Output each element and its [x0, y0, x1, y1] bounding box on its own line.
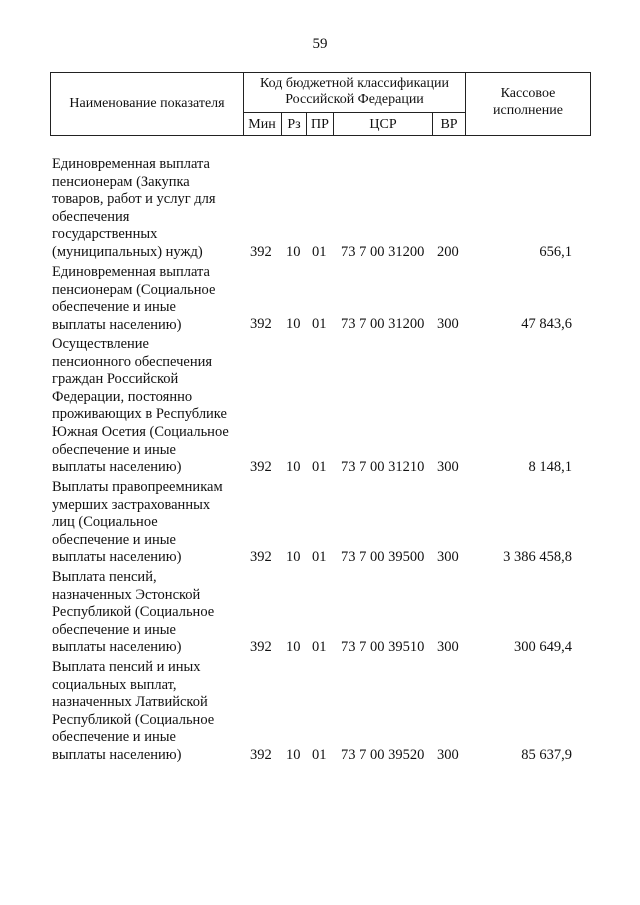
header-border-top: [50, 72, 591, 73]
row-name-line: назначенных Латвийской: [52, 694, 208, 711]
table-row: [0, 156, 640, 262]
row-name-line: (муниципальных) нужд): [52, 243, 203, 260]
row-name-line: Выплата пенсий и иных: [52, 659, 201, 675]
row-name: [52, 479, 242, 567]
page-number: 59: [312, 36, 328, 52]
cell-csr: 73 7 00 39520: [341, 747, 425, 764]
row-name-line: выплаты населению): [52, 746, 182, 763]
row-name-line: Единовременная выплата: [52, 156, 210, 172]
row-name-line: пенсионерам (Социальное: [52, 281, 216, 298]
row-name-line: выплаты населению): [52, 459, 182, 476]
row-name-line: Выплаты правопреемникам: [52, 479, 223, 495]
header-amount-line1: Кассовое: [500, 86, 556, 101]
header-border-right: [590, 72, 591, 136]
table-row: [0, 264, 640, 334]
cell-pr: 01: [312, 747, 327, 764]
row-name-line: Единовременная выплата: [52, 264, 210, 280]
cell-rz: 10: [286, 549, 301, 566]
row-name: [52, 659, 242, 765]
cell-min: 392: [250, 316, 272, 333]
cell-vr: 300: [437, 549, 459, 566]
cell-csr: 73 7 00 31200: [341, 244, 425, 261]
header-sub-rz: Рз: [287, 117, 301, 132]
header-sub-min: Мин: [248, 117, 276, 132]
cell-min: 392: [250, 244, 272, 261]
row-name-line: выплаты населению): [52, 549, 182, 566]
row-name-line: обеспечение и иные: [52, 729, 176, 746]
row-name-line: граждан Российской: [52, 371, 179, 388]
cell-csr: 73 7 00 31210: [341, 459, 425, 476]
cell-rz: 10: [286, 639, 301, 656]
header-sub-pr: ПР: [311, 117, 329, 132]
table-row: [0, 479, 640, 567]
table-header: [50, 72, 591, 136]
cell-vr: 300: [437, 747, 459, 764]
cell-min: 392: [250, 747, 272, 764]
cell-pr: 01: [312, 316, 327, 333]
header-border-left: [50, 72, 51, 136]
row-name-line: товаров, работ и услуг для: [52, 191, 216, 208]
table-row: [0, 336, 640, 477]
header-amount-line2: исполнение: [493, 103, 563, 118]
header-border-bottom: [50, 135, 591, 136]
cell-amount: 85 637,9: [521, 747, 572, 764]
row-name-line: социальных выплат,: [52, 676, 177, 693]
row-name-line: Выплата пенсий,: [52, 569, 157, 585]
row-name: [52, 336, 242, 477]
row-name-line: проживающих в Республике: [52, 406, 227, 423]
cell-pr: 01: [312, 244, 327, 261]
cell-amount: 47 843,6: [521, 316, 572, 333]
cell-amount: 300 649,4: [514, 639, 572, 656]
row-name-line: назначенных Эстонской: [52, 586, 201, 603]
cell-pr: 01: [312, 459, 327, 476]
cell-vr: 200: [437, 244, 459, 261]
header-code-group-line2: Российской Федерации: [285, 92, 424, 107]
row-name-line: Федерации, постоянно: [52, 388, 193, 405]
cell-rz: 10: [286, 459, 301, 476]
row-name-line: выплаты населению): [52, 639, 182, 656]
cell-pr: 01: [312, 639, 327, 656]
row-name-line: государственных: [52, 226, 158, 243]
row-name-line: умерших застрахованных: [52, 496, 211, 513]
header-code-group-line1: Код бюджетной классификации: [260, 76, 449, 91]
cell-csr: 73 7 00 39500: [341, 549, 425, 566]
cell-pr: 01: [312, 549, 327, 566]
row-name-line: обеспечение и иные: [52, 621, 176, 638]
cell-amount: 3 386 458,8: [503, 549, 572, 566]
row-name-line: обеспечение и иные: [52, 531, 176, 548]
row-name-line: Республикой (Социальное: [52, 604, 215, 621]
row-name-line: Осуществление: [52, 336, 149, 352]
cell-csr: 73 7 00 31200: [341, 316, 425, 333]
row-name-line: лиц (Социальное: [52, 514, 158, 531]
cell-rz: 10: [286, 747, 301, 764]
row-name: [52, 569, 242, 657]
header-sub-vr: ВР: [440, 117, 458, 132]
table-row: [0, 659, 640, 765]
header-name-column: Наименование показателя: [69, 96, 225, 111]
table-row: [0, 569, 640, 657]
row-name-line: обеспечение и иные: [52, 441, 176, 458]
cell-vr: 300: [437, 639, 459, 656]
row-name-line: пенсионерам (Закупка: [52, 173, 190, 190]
row-name-line: обеспечение и иные: [52, 299, 176, 316]
cell-rz: 10: [286, 244, 301, 261]
row-name-line: Южная Осетия (Социальное: [52, 423, 229, 440]
cell-csr: 73 7 00 39510: [341, 639, 425, 656]
cell-vr: 300: [437, 316, 459, 333]
cell-min: 392: [250, 549, 272, 566]
row-name-line: обеспечения: [52, 208, 130, 225]
cell-rz: 10: [286, 316, 301, 333]
row-name-line: выплаты населению): [52, 316, 182, 333]
row-name-line: Республикой (Социальное: [52, 711, 215, 728]
header-sub-csr: ЦСР: [369, 117, 397, 132]
row-name: [52, 156, 242, 262]
cell-amount: 8 148,1: [528, 459, 572, 476]
cell-amount: 656,1: [539, 244, 572, 261]
row-name-line: пенсионного обеспечения: [52, 353, 213, 370]
row-name: [52, 264, 242, 334]
cell-min: 392: [250, 639, 272, 656]
cell-vr: 300: [437, 459, 459, 476]
cell-min: 392: [250, 459, 272, 476]
